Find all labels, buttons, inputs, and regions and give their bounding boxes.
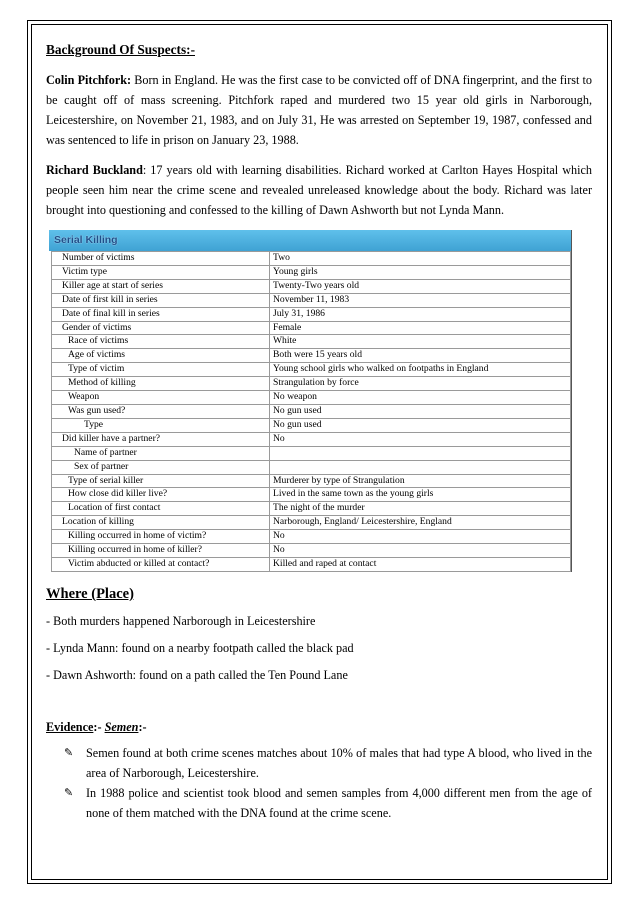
pencil-bullet-icon: ✎ xyxy=(64,745,74,759)
evidence-list xyxy=(46,743,592,823)
table-cell-value: Both were 15 years old xyxy=(270,349,571,363)
table-cell-field: Type xyxy=(52,418,270,432)
table-cell-field: Sex of partner xyxy=(52,460,270,474)
where-heading: Where (Place) xyxy=(46,585,134,602)
table-title-bar xyxy=(49,230,571,251)
table-row xyxy=(52,432,571,446)
table-title: Serial Killing xyxy=(54,234,118,246)
table-cell-value: Lived in the same town as the young girls xyxy=(270,488,571,502)
table-row xyxy=(52,418,571,432)
table-cell-value: Twenty-Two years old xyxy=(270,279,571,293)
serial-killing-table-image xyxy=(49,230,572,572)
table-row xyxy=(52,335,571,349)
table-cell-field: Type of serial killer xyxy=(52,474,270,488)
where-line-3: - Dawn Ashworth: found on a path called the Ten Pound Lane xyxy=(46,667,348,682)
table-row xyxy=(52,516,571,530)
evidence-bullet-1: Semen found at both crime scenes matches about 10% of males that had type A blood, who lived in the area of Narborough, Leicestershire. xyxy=(86,745,592,780)
table-cell-value: White xyxy=(270,335,571,349)
table-cell-value: Female xyxy=(270,321,571,335)
table-cell-field: Killing occurred in home of killer? xyxy=(52,544,270,558)
table-cell-field: Name of partner xyxy=(52,446,270,460)
table-cell-value: The night of the murder xyxy=(270,502,571,516)
richard-paragraph xyxy=(46,160,592,220)
table-cell-field: Number of victims xyxy=(52,252,270,266)
table-cell-value xyxy=(270,446,571,460)
table-cell-value xyxy=(270,460,571,474)
evidence-bullet-2: In 1988 police and scientist took blood and semen samples from 4,000 different men from the age of none of them matched with the DNA found at the crime scene. xyxy=(86,785,592,820)
list-item xyxy=(46,783,592,823)
evidence-sub-sep: :- xyxy=(138,719,147,734)
table-cell-value: No gun used xyxy=(270,418,571,432)
table-cell-value: Young girls xyxy=(270,265,571,279)
pencil-bullet-icon: ✎ xyxy=(64,785,74,799)
table-row xyxy=(52,460,571,474)
table-cell-field: Date of first kill in series xyxy=(52,293,270,307)
evidence-sub-label: Semen xyxy=(104,719,139,734)
table-cell-field: Age of victims xyxy=(52,349,270,363)
table-row xyxy=(52,474,571,488)
table-cell-value: Two xyxy=(270,252,571,266)
table-cell-field: Killing occurred in home of victim? xyxy=(52,530,270,544)
table-cell-value: No weapon xyxy=(270,391,571,405)
table-cell-value: No xyxy=(270,530,571,544)
table-cell-field: Location of killing xyxy=(52,516,270,530)
table-cell-field: Gender of victims xyxy=(52,321,270,335)
table-cell-value: Murderer by type of Strangulation xyxy=(270,474,571,488)
table-cell-field: Killer age at start of series xyxy=(52,279,270,293)
table-cell-field: Victim abducted or killed at contact? xyxy=(52,557,270,571)
table-row xyxy=(52,544,571,558)
table-cell-field: Victim type xyxy=(52,265,270,279)
table-row xyxy=(52,265,571,279)
table-row xyxy=(52,321,571,335)
serial-killing-table xyxy=(51,251,571,572)
table-row xyxy=(52,377,571,391)
list-item xyxy=(46,743,592,783)
table-cell-field: Type of victim xyxy=(52,363,270,377)
colin-name: Colin Pitchfork: xyxy=(46,73,132,87)
richard-name: Richard Buckland xyxy=(46,163,143,177)
table-cell-field: Method of killing xyxy=(52,377,270,391)
colin-paragraph xyxy=(46,70,592,150)
table-cell-field: Weapon xyxy=(52,391,270,405)
document-body xyxy=(46,40,592,823)
table-row xyxy=(52,363,571,377)
table-cell-value: No xyxy=(270,432,571,446)
background-heading: Background Of Suspects:- xyxy=(46,42,195,57)
table-row xyxy=(52,530,571,544)
table-row xyxy=(52,293,571,307)
table-cell-value: Killed and raped at contact xyxy=(270,557,571,571)
table-row xyxy=(52,279,571,293)
table-cell-value: Strangulation by force xyxy=(270,377,571,391)
where-line-2: - Lynda Mann: found on a nearby footpath called the black pad xyxy=(46,640,354,655)
table-cell-field: Did killer have a partner? xyxy=(52,432,270,446)
table-cell-value: November 11, 1983 xyxy=(270,293,571,307)
table-cell-field: Was gun used? xyxy=(52,404,270,418)
table-cell-field: Race of victims xyxy=(52,335,270,349)
table-row xyxy=(52,404,571,418)
table-row xyxy=(52,488,571,502)
table-cell-field: Location of first contact xyxy=(52,502,270,516)
colin-text: Born in England. He was the first case to be convicted off of DNA fingerprint, and the first to be caught off of mass screening. Pitchfork raped and murdered two 15 year old girls in Narborough, Leicestershire, on November 21, 1983, and on July 31, He was arrested on September 19, 1987, confessed and was sentenced to life in prison on January 23, 1988. xyxy=(46,73,593,147)
table-row xyxy=(52,446,571,460)
table-cell-field: How close did killer live? xyxy=(52,488,270,502)
evidence-heading xyxy=(46,717,592,737)
table-row xyxy=(52,252,571,266)
table-cell-value: No gun used xyxy=(270,404,571,418)
evidence-sep: :- xyxy=(93,719,105,734)
table-row xyxy=(52,557,571,571)
table-row xyxy=(52,307,571,321)
table-row xyxy=(52,391,571,405)
table-cell-value: No xyxy=(270,544,571,558)
evidence-label: Evidence xyxy=(46,719,94,734)
where-line-1: - Both murders happened Narborough in Leicestershire xyxy=(46,613,316,628)
table-cell-value: Young school girls who walked on footpaths in England xyxy=(270,363,571,377)
table-cell-field: Date of final kill in series xyxy=(52,307,270,321)
table-cell-value: July 31, 1986 xyxy=(270,307,571,321)
table-row xyxy=(52,349,571,363)
richard-text: : 17 years old with learning disabilities. Richard worked at Carlton Hayes Hospital which people seen him near the crime scene and revealed unreleased knowledge about the body. Richard was later brought into questioning and confessed to the killing of Dawn Ashworth but not Lynda Mann. xyxy=(46,163,592,217)
table-row xyxy=(52,502,571,516)
table-cell-value: Narborough, England/ Leicestershire, England xyxy=(270,516,571,530)
